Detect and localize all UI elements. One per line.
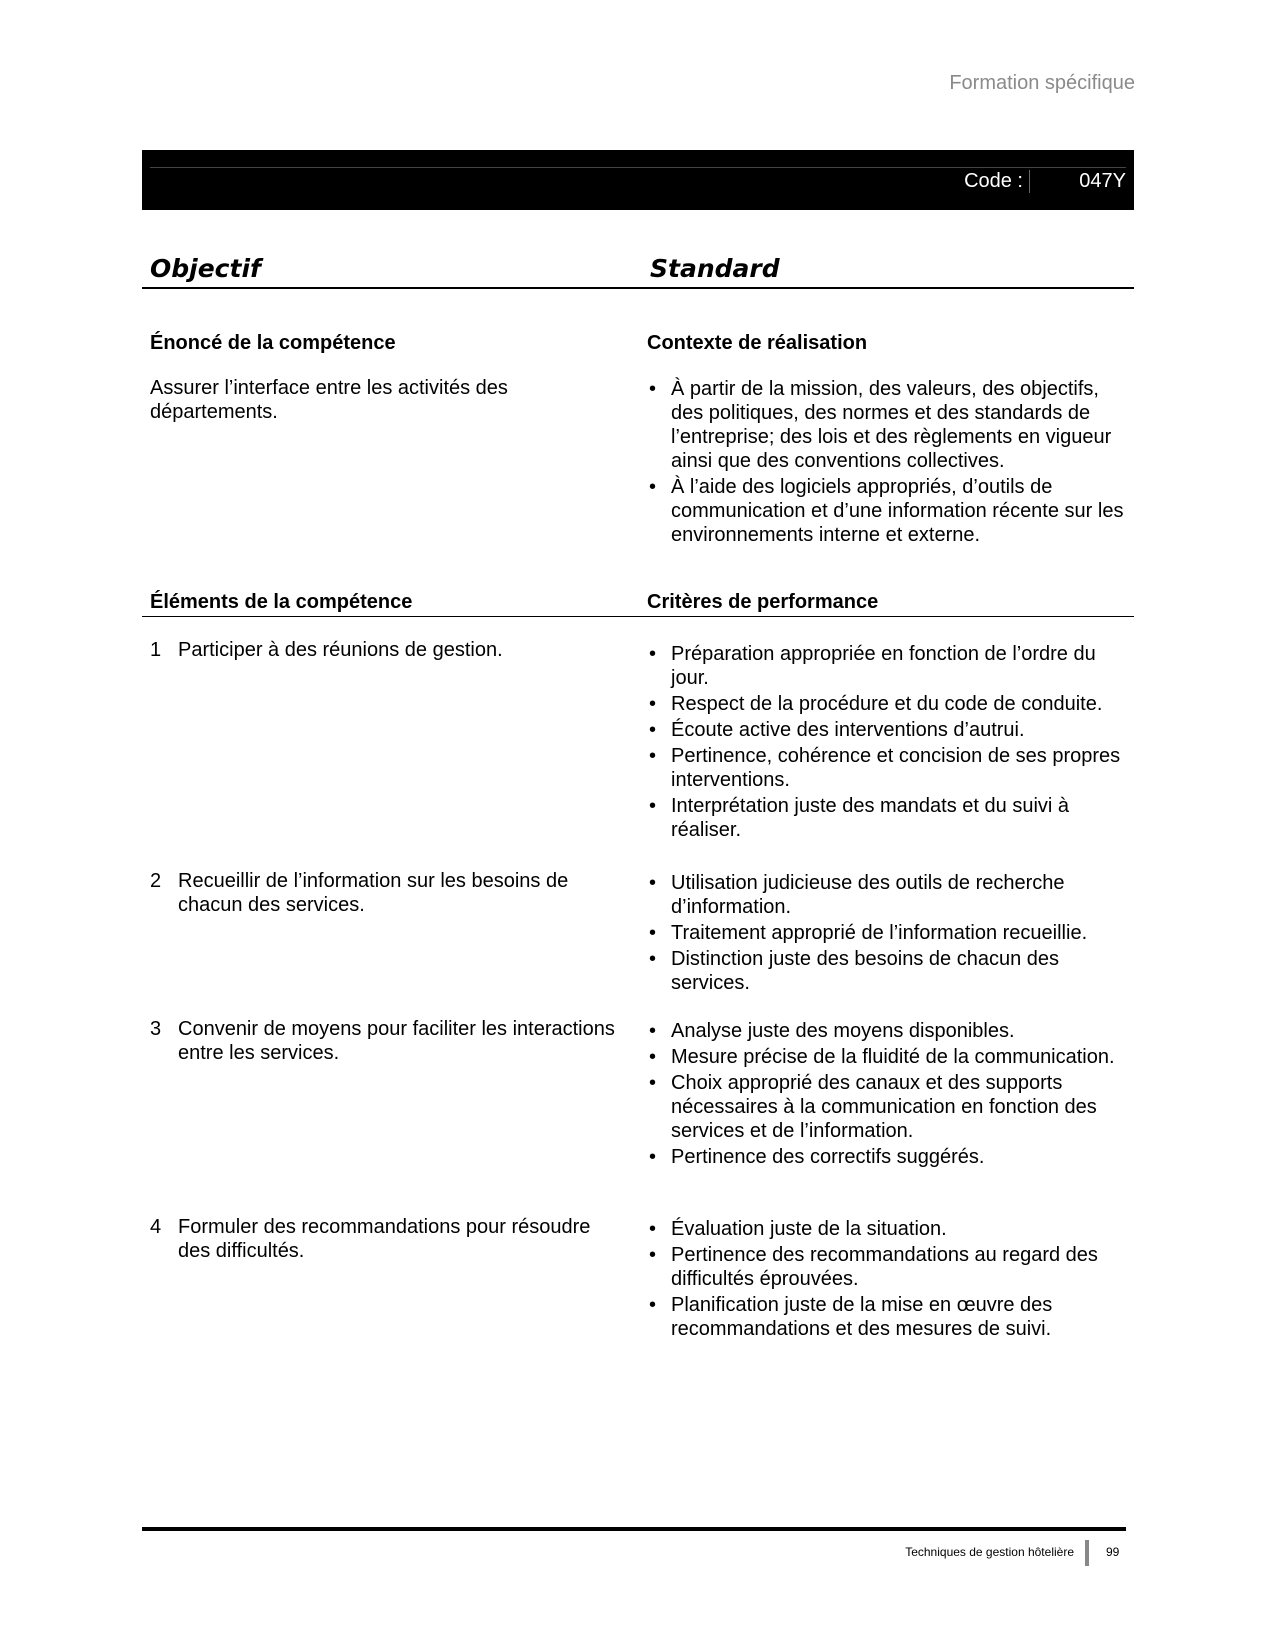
contexte-list: [647, 377, 1127, 549]
page-number: 99: [1106, 1545, 1120, 1559]
element-number: 2: [150, 870, 162, 892]
element-text: Recueillir de l’information sur les besoins de chacun des services.: [178, 870, 569, 916]
footer-program: Techniques de gestion hôtelière: [905, 1545, 1074, 1559]
element-text: Participer à des réunions de gestion.: [178, 639, 503, 661]
elements-heading: Éléments de la compétence: [150, 591, 413, 613]
criterion-item: • Planification juste de la mise en œuvre des recommandations et des mesures de suivi.: [647, 1293, 1137, 1341]
element-text: Convenir de moyens pour faciliter les interactions entre les services.: [178, 1018, 615, 1064]
elements-heading-rule: [142, 616, 1134, 617]
contexte-item: • À partir de la mission, des valeurs, des objectifs, des politiques, des normes et des standards de l’entreprise; des lois et des règlements en vigueur ainsi que des conventions collectives.: [647, 377, 1127, 473]
contexte-item: • À l’aide des logiciels appropriés, d’outils de communication et d’une information récente sur les environnements interne et externe.: [647, 475, 1127, 547]
footer-separator: [1085, 1540, 1089, 1566]
element-4: [150, 1215, 620, 1263]
element-3: [150, 1017, 620, 1065]
criterion-item: • Analyse juste des moyens disponibles.: [647, 1019, 1137, 1043]
column-heading-objectif: Objectif: [150, 254, 261, 283]
footer-rule: [142, 1527, 1126, 1531]
criterion-item: • Pertinence des correctifs suggérés.: [647, 1145, 1137, 1169]
code-label: Code :: [964, 170, 1030, 193]
criteres-heading: Critères de performance: [647, 591, 879, 613]
criterion-item: • Évaluation juste de la situation.: [647, 1217, 1137, 1241]
criteria-list-1: [647, 642, 1137, 844]
element-1: [150, 638, 620, 662]
running-header: Formation spécifique: [949, 72, 1135, 94]
criteria-list-2: [647, 871, 1137, 997]
criterion-item: • Pertinence, cohérence et concision de ses propres interventions.: [647, 744, 1137, 792]
element-text: Formuler des recommandations pour résoudre des difficultés.: [178, 1216, 591, 1262]
code-bar-line: [150, 167, 1126, 168]
criterion-item: • Interprétation juste des mandats et du suivi à réaliser.: [647, 794, 1137, 842]
criterion-item: • Choix approprié des canaux et des supports nécessaires à la communication en fonction des services et de l’information.: [647, 1071, 1137, 1143]
criterion-item: • Mesure précise de la fluidité de la communication.: [647, 1045, 1137, 1069]
element-2: [150, 869, 620, 917]
contexte-heading: Contexte de réalisation: [647, 332, 868, 354]
element-number: 3: [150, 1018, 162, 1040]
criterion-item: • Préparation appropriée en fonction de l’ordre du jour.: [647, 642, 1137, 690]
criterion-item: • Respect de la procédure et du code de conduite.: [647, 692, 1137, 716]
criteria-list-3: [647, 1019, 1137, 1171]
criterion-item: • Utilisation judicieuse des outils de recherche d’information.: [647, 871, 1137, 919]
column-heading-rule: [142, 287, 1134, 289]
enonce-text: Assurer l’interface entre les activités des départements.: [150, 377, 508, 423]
criteria-list-4: [647, 1217, 1137, 1343]
criterion-item: • Écoute active des interventions d’autrui.: [647, 718, 1137, 742]
code-bar: [142, 150, 1134, 210]
criterion-item: • Distinction juste des besoins de chacun des services.: [647, 947, 1137, 995]
criterion-item: • Pertinence des recommandations au regard des difficultés éprouvées.: [647, 1243, 1137, 1291]
criterion-item: • Traitement approprié de l’information recueillie.: [647, 921, 1137, 945]
element-number: 4: [150, 1216, 162, 1238]
enonce-heading: Énoncé de la compétence: [150, 332, 396, 354]
element-number: 1: [150, 639, 162, 661]
code-value: 047Y: [1079, 170, 1126, 192]
column-heading-standard: Standard: [650, 254, 780, 283]
